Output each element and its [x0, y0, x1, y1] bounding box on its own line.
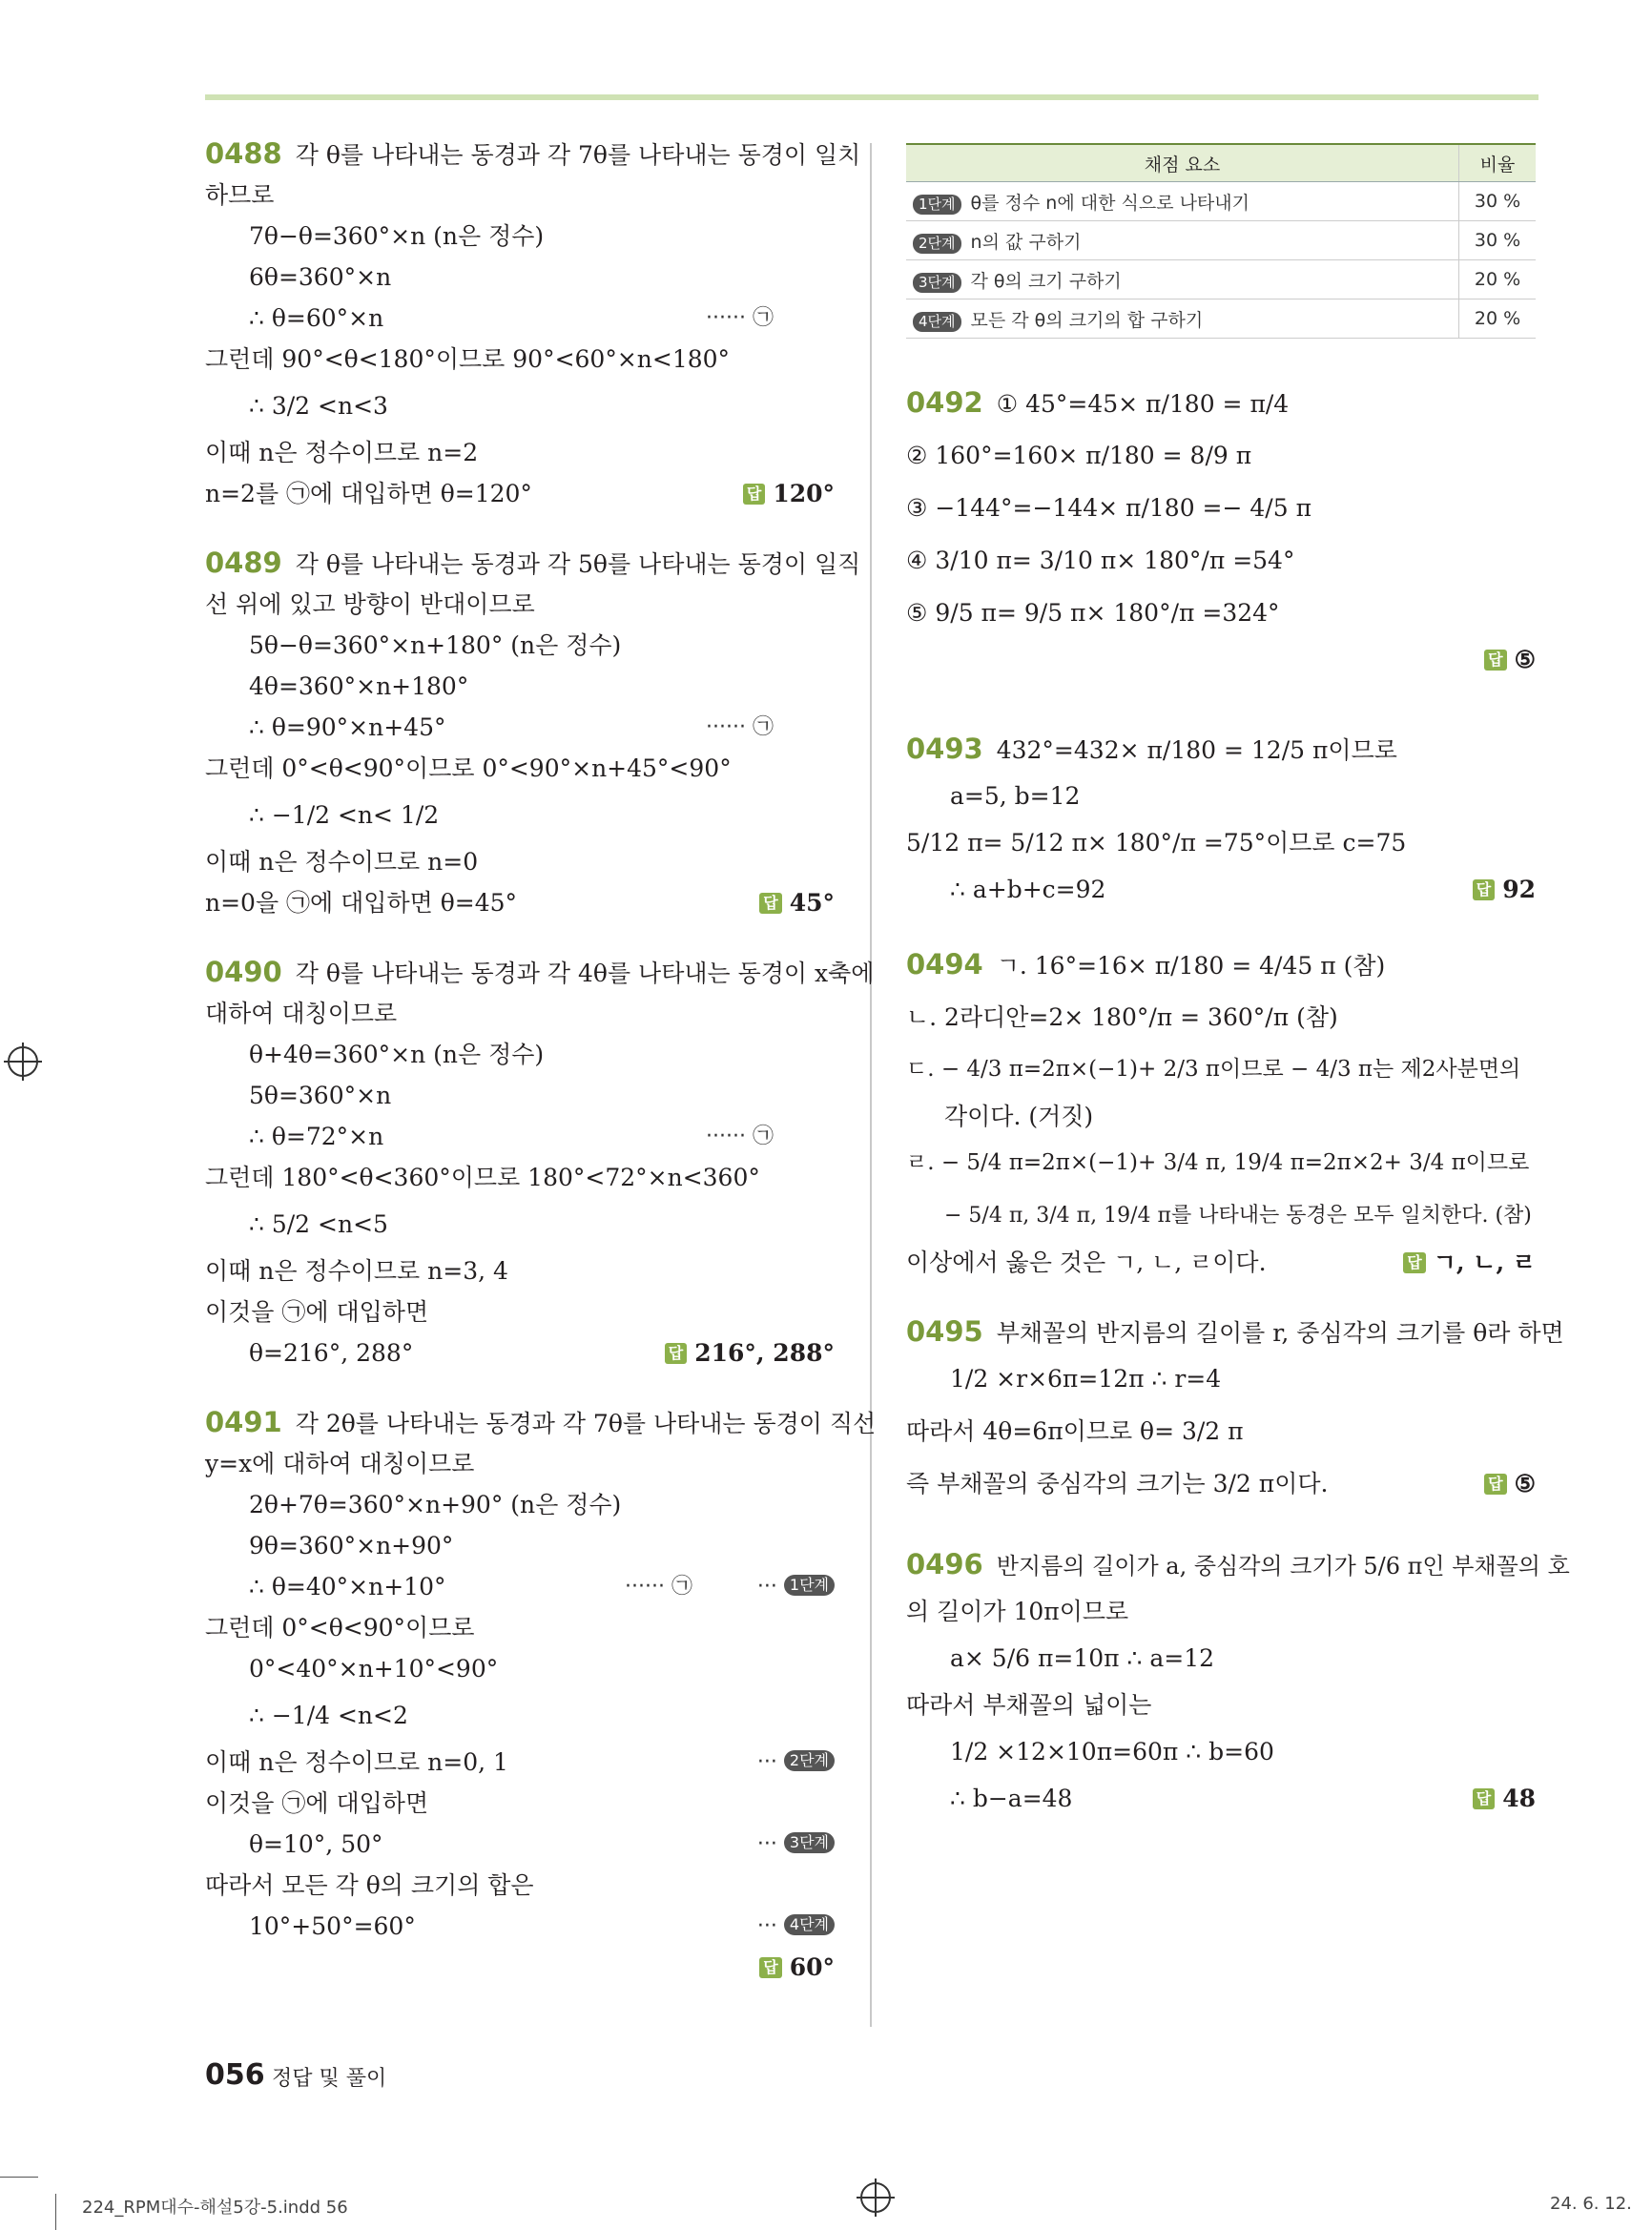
solution-line: 6θ=360°×n: [249, 263, 392, 291]
problem-0495: [906, 1311, 1564, 1510]
table-cell: 30 %: [1459, 182, 1537, 221]
step-marker: ··· 1단계: [757, 1566, 835, 1607]
solution-line: 이것을 ㉠에 대입하면: [205, 1298, 429, 1326]
answer-icon: 답: [665, 1343, 687, 1364]
answer: 답 60°: [759, 1947, 835, 1988]
problem-number: 0494: [906, 948, 983, 981]
step-badge: 3단계: [784, 1832, 835, 1853]
slug-date: 24. 6. 12.: [1550, 2194, 1632, 2214]
table-header: 채점 요소: [906, 144, 1459, 182]
table-cell: 20 %: [1459, 299, 1537, 339]
problem-number: 0495: [906, 1315, 983, 1348]
solution-line: 그런데 0°<θ<90°이므로: [205, 1614, 475, 1642]
problem-0488: [205, 134, 861, 514]
solution-line: n=0을 ㉠에 대입하면 θ=45°: [205, 889, 518, 917]
solution-line: 4θ=360°×n+180°: [249, 672, 469, 700]
problem-0494: [906, 939, 1536, 1283]
solution-line: 따라서 4θ=6π이므로 θ= 3/2 π: [906, 1417, 1244, 1445]
step-marker: ··· 3단계: [757, 1824, 835, 1865]
solution-line: ∴ 5/2 <n<5: [249, 1210, 388, 1238]
table-row: [906, 299, 1536, 339]
answer: 답 ㄱ, ㄴ, ㄹ: [1403, 1242, 1536, 1283]
solution-line: y=x에 대하여 대칭이므로: [205, 1450, 475, 1477]
solution-line: ∴ b−a=48: [950, 1785, 1073, 1812]
table-cell: θ를 정수 n에 대한 식으로 나타내기: [970, 192, 1249, 214]
solution-line: a× 5/6 π=10π ∴ a=12: [950, 1644, 1215, 1672]
solution-line: θ=216°, 288°: [249, 1339, 414, 1367]
table-row: [906, 260, 1536, 299]
solution-line: ∴ θ=72°×n: [249, 1123, 384, 1150]
answer: 답 216°, 288°: [665, 1332, 835, 1373]
solution-line: ② 160°=160× π/180 = 8/9 π: [906, 442, 1252, 469]
solution-line: 5θ−θ=360°×n+180° (n은 정수): [249, 631, 622, 659]
solution-line: ⑤ 9/5 π= 9/5 π× 180°/π =324°: [906, 599, 1280, 627]
stage-badge: 2단계: [913, 234, 961, 254]
solution-line: 432°=432× π/180 = 12/5 π이므로: [996, 736, 1397, 764]
solution-line: ∴ 3/2 <n<3: [249, 392, 388, 420]
step-badge: 4단계: [784, 1914, 835, 1935]
equation-ref: ······ ㉠: [706, 1125, 774, 1148]
solution-line: ㄱ. 16°=16× π/180 = 4/45 π (참): [996, 952, 1386, 980]
problem-number: 0493: [906, 733, 983, 765]
solution-line: 1/2 ×r×6π=12π ∴ r=4: [950, 1365, 1222, 1393]
step-badge: 1단계: [784, 1575, 835, 1596]
stage-badge: 1단계: [913, 195, 961, 215]
solution-line: 그런데 0°<θ<90°이므로 0°<90°×n+45°<90°: [205, 754, 732, 782]
answer-icon: 답: [1473, 1788, 1495, 1809]
registration-mark-icon: [8, 1046, 38, 1077]
problem-number: 0492: [906, 386, 983, 419]
solution-line: θ=10°, 50°: [249, 1830, 383, 1858]
equation-ref: ······ ㉠: [625, 1575, 692, 1599]
solution-line: 이때 n은 정수이므로 n=3, 4: [205, 1257, 508, 1285]
table-row: [906, 221, 1536, 260]
crop-mark: [0, 2177, 38, 2178]
solution-line: 0°<40°×n+10°<90°: [249, 1655, 499, 1683]
table-row: [906, 182, 1536, 221]
equation-ref: ······ ㉠: [706, 715, 774, 739]
table-cell: 20 %: [1459, 260, 1537, 299]
registration-mark-icon: [860, 2182, 891, 2213]
crop-mark: [55, 2194, 56, 2230]
answer: 답 48: [1473, 1778, 1536, 1819]
solution-line: 부채꼴의 반지름의 길이를 r, 중심각의 크기를 θ라 하면: [996, 1319, 1564, 1347]
solution-line: 의 길이가 10π이므로: [906, 1598, 1129, 1625]
answer: 답 120°: [743, 473, 835, 514]
solution-line: θ+4θ=360°×n (n은 정수): [249, 1041, 545, 1068]
solution-line: ㄷ. − 4/3 π=2π×(−1)+ 2/3 π이므로 − 4/3 π는 제2사분면의: [906, 1057, 1521, 1082]
problem-0492: [906, 377, 1536, 680]
problem-0489: [205, 543, 861, 923]
solution-line: ① 45°=45× π/180 = π/4: [996, 390, 1290, 418]
solution-line: 각 θ를 나타내는 동경과 각 4θ를 나타내는 동경이 x축에: [295, 960, 875, 987]
solution-line: 각 2θ를 나타내는 동경과 각 7θ를 나타내는 동경이 직선: [295, 1410, 877, 1437]
answer-icon: 답: [1473, 879, 1495, 900]
solution-line: n=2를 ㉠에 대입하면 θ=120°: [205, 480, 532, 507]
problem-number: 0490: [205, 956, 282, 988]
solution-line: 5/12 π= 5/12 π× 180°/π =75°이므로 c=75: [906, 829, 1407, 857]
answer: 답 ⑤: [1484, 639, 1536, 680]
answer: 답 92: [1473, 869, 1536, 910]
solution-line: 각 θ를 나타내는 동경과 각 7θ를 나타내는 동경이 일치: [295, 141, 861, 169]
answer: 답 45°: [759, 882, 835, 923]
top-bar: [205, 94, 1538, 100]
page-number: 056: [205, 2058, 265, 2092]
solution-line: 대하여 대칭이므로: [205, 1000, 398, 1027]
stage-badge: 4단계: [913, 312, 961, 332]
problem-0491: [205, 1402, 877, 1988]
solution-line: a=5, b=12: [950, 782, 1081, 810]
solution-line: 그런데 180°<θ<360°이므로 180°<72°×n<360°: [205, 1164, 760, 1191]
table-cell: 모든 각 θ의 크기의 합 구하기: [970, 309, 1204, 331]
solution-line: 각 θ를 나타내는 동경과 각 5θ를 나타내는 동경이 일직: [295, 550, 861, 578]
solution-line: ∴ θ=40°×n+10°: [249, 1573, 446, 1600]
solution-line: 5θ=360°×n: [249, 1082, 392, 1109]
solution-line: − 5/4 π, 3/4 π, 19/4 π를 나타내는 동경은 모두 일치한다. (참): [944, 1204, 1532, 1228]
solution-line: ∴ −1/4 <n<2: [249, 1702, 408, 1729]
answer-icon: 답: [1484, 1474, 1506, 1495]
problem-number: 0488: [205, 137, 282, 170]
solution-line: 2θ+7θ=360°×n+90° (n은 정수): [249, 1491, 622, 1518]
table-cell: n의 값 구하기: [970, 231, 1082, 253]
solution-line: ∴ θ=90°×n+45°: [249, 713, 446, 741]
solution-line: 7θ−θ=360°×n (n은 정수): [249, 222, 545, 250]
step-badge: 2단계: [784, 1750, 835, 1771]
problem-0490: [205, 952, 875, 1373]
problem-0493: [906, 723, 1536, 910]
answer-icon: 답: [759, 1957, 781, 1978]
equation-ref: ······ ㉠: [706, 306, 774, 330]
problem-number: 0496: [906, 1548, 983, 1580]
column-divider: [870, 143, 872, 2027]
stage-badge: 3단계: [913, 273, 961, 293]
problem-number: 0489: [205, 547, 282, 579]
answer-icon: 답: [759, 893, 781, 914]
solution-line: 이것을 ㉠에 대입하면: [205, 1789, 429, 1817]
solution-line: ∴ −1/2 <n< 1/2: [249, 801, 440, 829]
answer: 답 ⑤: [1484, 1457, 1536, 1510]
slug-filename: 224_RPM대수-해설5강-5.indd 56: [82, 2198, 348, 2218]
scoring-table: [906, 143, 1536, 339]
step-marker: ··· 2단계: [757, 1742, 835, 1783]
table-cell: 30 %: [1459, 221, 1537, 260]
solution-line: ㄹ. − 5/4 π=2π×(−1)+ 3/4 π, 19/4 π=2π×2+ 3/4 π이므로: [906, 1150, 1530, 1175]
solution-line: 9θ=360°×n+90°: [249, 1532, 454, 1559]
solution-line: ∴ θ=60°×n: [249, 304, 384, 332]
solution-line: ㄴ. 2라디안=2× 180°/π = 360°/π (참): [906, 1003, 1338, 1031]
problem-number: 0491: [205, 1406, 282, 1438]
solution-line: 그런데 90°<θ<180°이므로 90°<60°×n<180°: [205, 345, 731, 373]
solution-line: 10°+50°=60°: [249, 1912, 416, 1940]
solution-line: ③ −144°=−144× π/180 =− 4/5 π: [906, 494, 1311, 522]
solution-line: 선 위에 있고 방향이 반대이므로: [205, 590, 535, 618]
solution-line: 즉 부채꼴의 중심각의 크기는 3/2 π이다.: [906, 1470, 1329, 1497]
solution-line: 이때 n은 정수이므로 n=2: [205, 439, 479, 466]
solution-line: 하므로: [205, 181, 275, 209]
solution-line: 각이다. (거짓): [944, 1103, 1094, 1130]
solution-line: 1/2 ×12×10π=60π ∴ b=60: [950, 1738, 1274, 1765]
solution-line: 이때 n은 정수이므로 n=0: [205, 848, 479, 876]
table-cell: 각 θ의 크기 구하기: [970, 270, 1122, 292]
solution-line: 반지름의 길이가 a, 중심각의 크기가 5/6 π인 부채꼴의 호: [996, 1553, 1570, 1580]
solution-line: 따라서 부채꼴의 넓이는: [906, 1691, 1152, 1719]
solution-line: ④ 3/10 π= 3/10 π× 180°/π =54°: [906, 547, 1295, 574]
solution-line: ∴ a+b+c=92: [950, 876, 1106, 903]
solution-line: 이상에서 옳은 것은 ㄱ, ㄴ, ㄹ이다.: [906, 1249, 1267, 1276]
solution-line: 이때 n은 정수이므로 n=0, 1: [205, 1748, 508, 1776]
answer-icon: 답: [1403, 1252, 1425, 1273]
right-column: [906, 143, 1570, 1819]
table-header: 비율: [1459, 144, 1537, 182]
problem-0496: [906, 1538, 1570, 1819]
answer-icon: 답: [1484, 650, 1506, 671]
solution-line: 따라서 모든 각 θ의 크기의 합은: [205, 1871, 534, 1899]
left-column: [205, 134, 877, 1988]
answer-icon: 답: [743, 484, 765, 505]
section-title: 정답 및 풀이: [272, 2067, 387, 2091]
step-marker: ··· 4단계: [757, 1906, 835, 1947]
